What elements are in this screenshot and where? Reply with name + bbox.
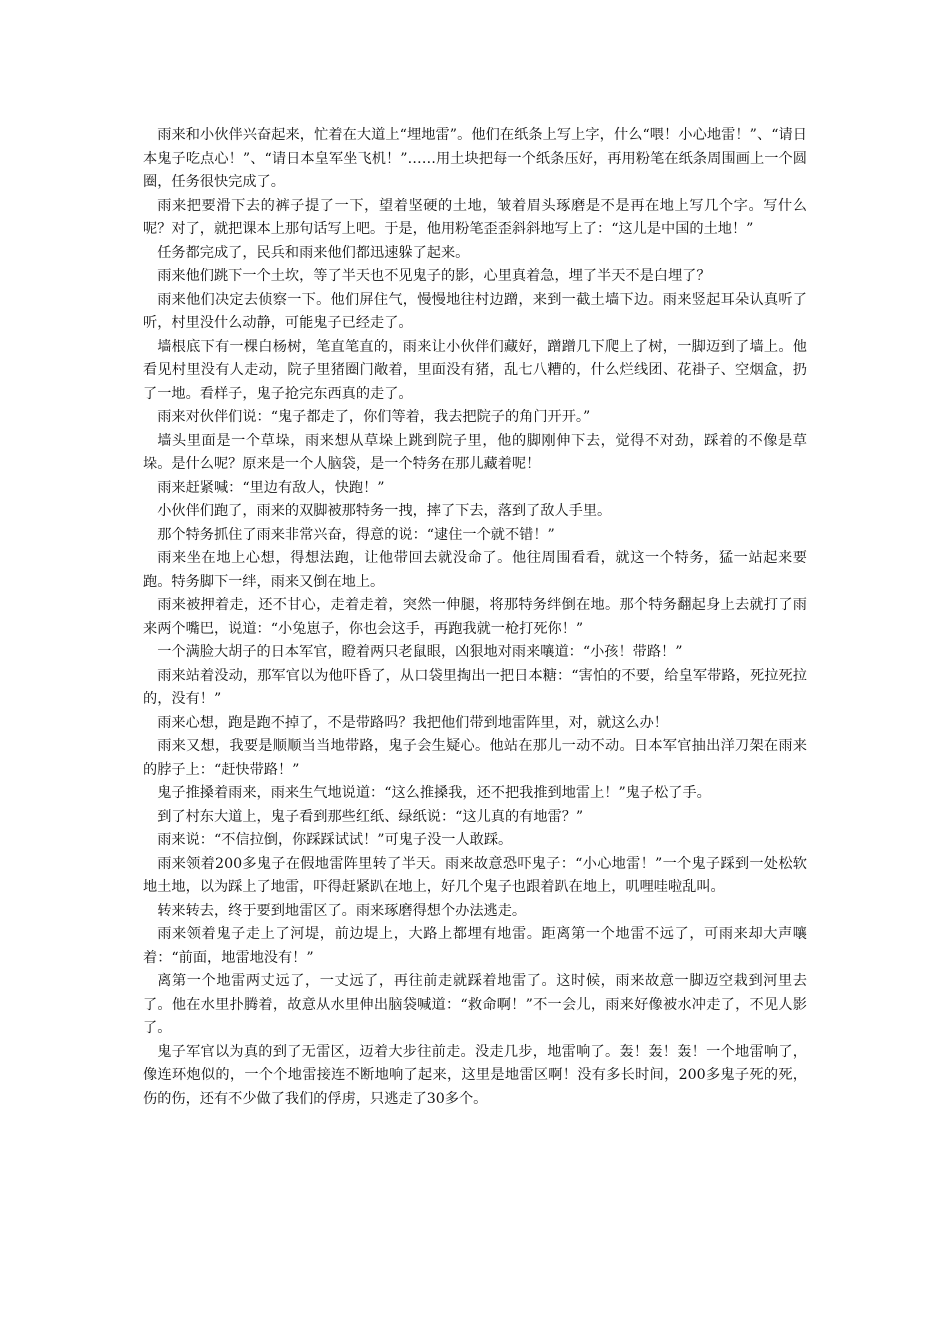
paragraph: 墙头里面是一个草垛，雨来想从草垛上跳到院子里，他的脚刚伸下去，觉得不对劲，踩着的不像是草垛。是什么呢？原来是一个人脑袋，是一个特务在那儿藏着呢！ — [143, 432, 807, 472]
paragraph: 雨来又想，我要是顺顺当当地带路，鬼子会生疑心。他站在那儿一动不动。日本军官抽出洋刀架在雨来的脖子上：“赶快带路！” — [143, 738, 807, 778]
paragraph: 雨来站着没动，那军官以为他吓昏了，从口袋里掏出一把日本糖：“害怕的不要，给皇军带路，死拉死拉的，没有！” — [143, 667, 807, 707]
document-body — [143, 124, 807, 1111]
paragraph: 一个满脸大胡子的日本军官，瞪着两只老鼠眼，凶狠地对雨来嚷道：“小孩！带路！” — [157, 644, 683, 660]
paragraph: 雨来把要滑下去的裤子提了一下，望着坚硬的土地，皱着眉头琢磨是不是再在地上写几个字。写什么呢？对了，就把课本上那句话写上吧。于是，他用粉笔歪歪斜斜地写上了：“这儿是中国的土地！” — [143, 197, 807, 237]
paragraph: 雨来和小伙伴兴奋起来，忙着在大道上“埋地雷”。他们在纸条上写上字，什么“喂！小心地雷！”、“请日本鬼子吃点心！”、“请日本皇军坐飞机！”……用土块把每一个纸条压好，再用粉笔在纸条周围画上一个圆圈，任务很快完成了。 — [143, 127, 807, 190]
paragraph: 离第一个地雷两丈远了，一丈远了，再往前走就踩着地雷了。这时候，雨来故意一脚迈空栽到河里去了。他在水里扑腾着，故意从水里伸出脑袋喊道：“救命啊！”不一会儿，雨来好像被水冲走了，不见人影了。 — [143, 973, 807, 1036]
paragraph: 雨来对伙伴们说：“鬼子都走了，你们等着，我去把院子的角门开开。” — [157, 409, 591, 425]
paragraph: 雨来他们决定去侦察一下。他们屏住气，慢慢地往村边蹭，来到一截土墙下边。雨来竖起耳朵认真听了听，村里没什么动静，可能鬼子已经走了。 — [143, 291, 807, 331]
paragraph: 小伙伴们跑了，雨来的双脚被那特务一拽，摔了下去，落到了敌人手里。 — [157, 503, 612, 519]
paragraph: 鬼子军官以为真的到了无雷区，迈着大步往前走。没走几步，地雷响了。轰！轰！轰！一个地雷响了，像连环炮似的，一个个地雷接连不断地响了起来，这里是地雷区啊！没有多长时间，200多鬼子死的死，伤的伤，还有不少做了我们的俘虏，只逃走了30多个。 — [143, 1043, 807, 1107]
paragraph: 雨来心想，跑是跑不掉了，不是带路吗？我把他们带到地雷阵里，对，就这么办！ — [157, 714, 668, 731]
paragraph: 任务都完成了，民兵和雨来他们都迅速躲了起来。 — [157, 244, 470, 261]
paragraph: 雨来领着鬼子走上了河堤，前边堤上，大路上都埋有地雷。距离第一个地雷不远了，可雨来却大声嚷着：“前面，地雷地没有！” — [143, 926, 807, 966]
paragraph: 雨来赶紧喊：“里边有敌人，快跑！” — [157, 479, 385, 496]
paragraph: 雨来他们跳下一个土坎，等了半天也不见鬼子的影，心里真着急，埋了半天不是白埋了？ — [157, 268, 711, 284]
paragraph: 鬼子推搡着雨来，雨来生气地说道：“这么推搡我，还不把我推到地雷上！”鬼子松了手。 — [157, 785, 711, 801]
paragraph: 雨来领着200多鬼子在假地雷阵里转了半天。雨来故意恐吓鬼子：“小心地雷！”一个鬼子踩到一处松软地土地，以为踩上了地雷，吓得赶紧趴在地上，好几个鬼子也跟着趴在地上，叽哩哇啦乱叫。 — [143, 855, 807, 895]
paragraph: 那个特务抓住了雨来非常兴奋，得意的说：“逮住一个就不错！” — [157, 526, 555, 543]
paragraph: 墙根底下有一棵白杨树，笔直笔直的，雨来让小伙伴们藏好，蹭蹭几下爬上了树，一脚迈到了墙上。他看见村里没有人走动，院子里猪圈门敞着，里面没有猪，乱七八糟的，什么烂线团、花褂子、空烟盒，扔了一地。看样子，鬼子抢完东西真的走了。 — [143, 338, 807, 402]
paragraph: 到了村东大道上，鬼子看到那些红纸、绿纸说：“这儿真的有地雷？” — [157, 808, 584, 825]
paragraph: 雨来坐在地上心想，得想法跑，让他带回去就没命了。他往周围看看，就这一个特务，猛一站起来要跑。特务脚下一绊，雨来又倒在地上。 — [143, 550, 807, 590]
paragraph: 转来转去，终于要到地雷区了。雨来琢磨得想个办法逃走。 — [157, 902, 527, 919]
paragraph: 雨来被押着走，还不甘心，走着走着，突然一伸腿，将那特务绊倒在地。那个特务翻起身上去就打了雨来两个嘴巴，说道：“小兔崽子，你也会这手，再跑我就一枪打死你！” — [143, 597, 807, 637]
paragraph: 雨来说：“不信拉倒，你踩踩试试！”可鬼子没一人敢踩。 — [157, 832, 513, 848]
